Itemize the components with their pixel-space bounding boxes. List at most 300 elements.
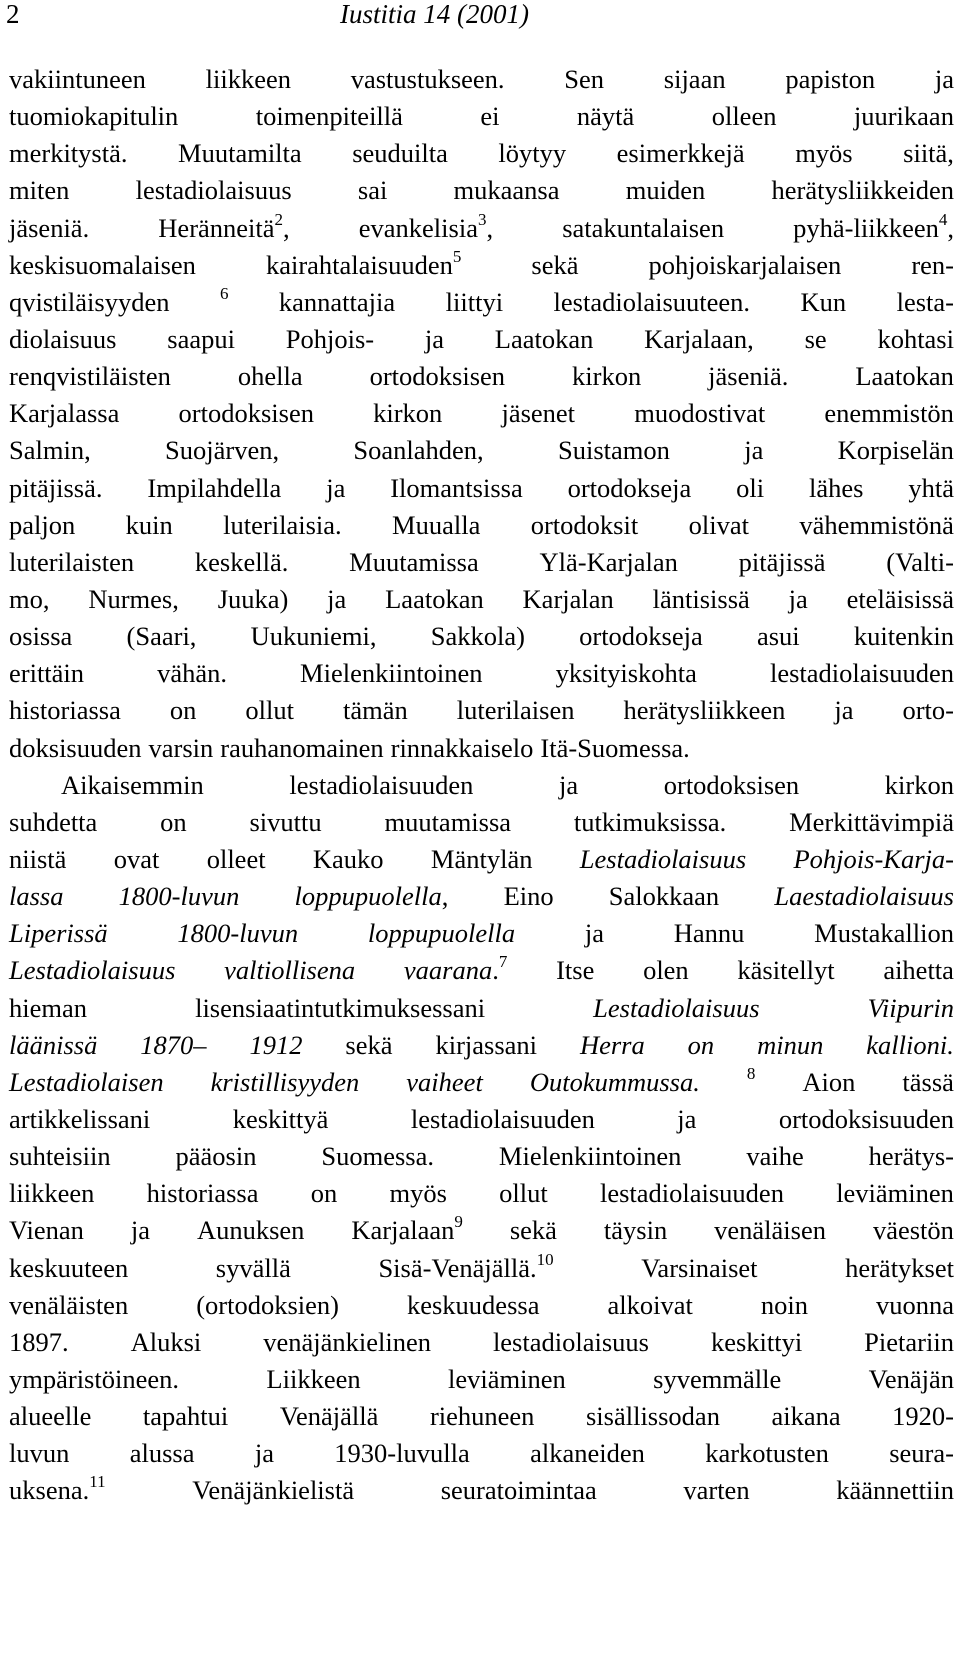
word: [504, 878, 554, 915]
text-fragment: lestadiolaisuuden: [769, 658, 954, 689]
text-fragment: aikana: [771, 1401, 841, 1432]
text-fragment: seuduilta: [352, 138, 448, 169]
word: [326, 470, 345, 507]
text-fragment: qvistiläisyyden: [9, 286, 170, 317]
word: [147, 470, 281, 507]
word: [795, 135, 852, 172]
text-line: [9, 952, 954, 989]
word: [457, 692, 575, 729]
footnote-marker: 10: [536, 1249, 554, 1269]
text-fragment: käsitellyt: [737, 955, 835, 986]
text-fragment: luterilaisen: [456, 695, 575, 726]
text-fragment: yksityiskohta: [555, 658, 697, 689]
word: [579, 618, 703, 655]
text-line: [9, 1027, 954, 1064]
text-fragment: ja: [130, 1215, 151, 1246]
word: [378, 1250, 553, 1287]
italic-text: Herra: [579, 1029, 645, 1060]
word: [195, 544, 288, 581]
text-fragment: Karjalassa: [9, 398, 120, 429]
word: [877, 321, 954, 358]
word: [406, 1064, 483, 1101]
text-fragment: venäläisen: [714, 1215, 826, 1246]
text-fragment: ren-: [911, 249, 954, 280]
text-fragment: Muualla: [392, 509, 481, 540]
text-fragment: osissa: [9, 621, 73, 652]
italic-text: Viipurin: [867, 992, 954, 1023]
text-fragment: lestadiolaisuuden: [410, 1103, 595, 1134]
word: [368, 915, 515, 952]
text-fragment: orto-: [902, 695, 954, 726]
text-fragment: on: [169, 695, 197, 726]
italic-text: Lestadiolaisen: [9, 1066, 164, 1097]
text-fragment: herätykset: [845, 1252, 954, 1283]
word: [510, 1212, 557, 1249]
text-fragment: yhtä: [908, 472, 954, 503]
word: [389, 1175, 446, 1212]
italic-text: vaarana: [403, 955, 493, 986]
word: [885, 767, 954, 804]
text-fragment: sijaan: [663, 64, 726, 94]
text-fragment: käännettiin: [836, 1475, 954, 1506]
text-line: [9, 432, 954, 469]
text-fragment: Liikkeen: [266, 1363, 361, 1394]
text-fragment: sivuttu: [249, 806, 322, 837]
text-fragment: ja: [677, 1103, 697, 1134]
journal-title: Iustitia 14 (2001): [340, 0, 529, 29]
word: [523, 581, 614, 618]
word: [779, 1101, 954, 1138]
text-fragment: Sisä-Venäjällä.: [378, 1252, 537, 1283]
italic-text: läänissä: [9, 1029, 98, 1060]
text-line: [9, 1250, 954, 1287]
word: [313, 841, 384, 878]
word: [358, 172, 387, 209]
word: [218, 581, 289, 618]
text-fragment: enemmistön: [824, 398, 954, 429]
word: [311, 1175, 338, 1212]
text-fragment: Uukuniemi,: [250, 621, 377, 652]
word: [688, 1027, 715, 1064]
word: [580, 1027, 645, 1064]
word: [708, 358, 788, 395]
word: [805, 321, 827, 358]
word: [480, 98, 499, 135]
text-fragment: vuonna: [875, 1289, 954, 1320]
word: [572, 358, 641, 395]
word: [908, 470, 954, 507]
text-fragment: kirkon: [572, 361, 642, 392]
word: [577, 98, 634, 135]
text-fragment: luterilaisia.: [223, 509, 342, 540]
text-fragment: kuitenkin: [853, 621, 954, 652]
word: [351, 61, 505, 98]
word: [266, 1361, 360, 1398]
text-fragment: paljon: [9, 509, 76, 540]
word: [634, 395, 765, 432]
text-fragment: ja: [788, 583, 808, 614]
text-fragment: vaihe: [746, 1141, 804, 1172]
word: [9, 1138, 111, 1175]
italic-text: Lestadiolaisuus: [9, 955, 176, 986]
word: [140, 1027, 206, 1064]
word: [876, 1287, 954, 1324]
word: [289, 767, 473, 804]
word: [585, 915, 604, 952]
word: [559, 767, 578, 804]
text-fragment: niistä: [9, 843, 67, 874]
text-fragment: mo,: [9, 583, 50, 614]
word: [739, 544, 826, 581]
text-line: [9, 284, 954, 321]
text-fragment: keskittyä: [232, 1103, 329, 1134]
word: [531, 247, 578, 284]
word: [648, 247, 841, 284]
word: [664, 61, 726, 98]
text-fragment: pitäjissä.: [9, 472, 103, 503]
word: [9, 284, 169, 321]
word: [149, 730, 214, 767]
text-fragment: tapahtui: [142, 1401, 229, 1432]
text-fragment: asui: [756, 621, 800, 652]
text-fragment: merkitystä.: [9, 138, 128, 169]
text-fragment: ortodokseja: [579, 621, 703, 652]
word: [711, 1324, 802, 1361]
word: [556, 952, 594, 989]
word: [785, 61, 875, 98]
text-fragment: herätys-: [868, 1141, 954, 1172]
word: [404, 952, 507, 989]
text-fragment: juurikaan: [853, 101, 954, 132]
word: [593, 990, 759, 1027]
text-fragment: seura-: [889, 1438, 954, 1469]
word: [9, 1435, 69, 1472]
text-fragment: myös: [389, 1178, 447, 1209]
word: [737, 952, 834, 989]
footnote-marker: 5: [452, 246, 462, 266]
text-line: [9, 915, 954, 952]
text-fragment: ja: [584, 918, 604, 949]
footnote-marker: 6: [219, 283, 229, 303]
text-fragment: liikkeen: [205, 64, 291, 94]
word: [873, 1212, 954, 1249]
word: [9, 878, 64, 915]
text-fragment: ortodoksisuuden: [778, 1103, 954, 1134]
text-line: [9, 1175, 954, 1212]
text-fragment: Karjalaan,: [644, 323, 754, 354]
word: [196, 1287, 339, 1324]
word: [249, 804, 321, 841]
text-fragment: Suistamon: [558, 435, 670, 466]
word: [540, 730, 689, 767]
text-fragment: jäseniä.: [708, 361, 789, 392]
word: [499, 1175, 548, 1212]
word: [864, 1324, 954, 1361]
text-line: [9, 1064, 954, 1101]
text-fragment: Suomessa.: [321, 1141, 434, 1172]
text-fragment: Laatokan: [855, 361, 954, 392]
text-fragment: .: [492, 955, 499, 986]
text-fragment: artikkelissani: [9, 1103, 151, 1134]
text-fragment: kirjassani: [435, 1029, 538, 1060]
word: [664, 767, 799, 804]
word: [61, 767, 204, 804]
word: [757, 1027, 823, 1064]
text-line: [9, 767, 954, 804]
word: [9, 1175, 94, 1212]
text-fragment: Muutamissa: [349, 546, 479, 577]
text-line: [9, 1361, 954, 1398]
word: [501, 395, 575, 432]
footnote-marker: 11: [89, 1472, 106, 1492]
italic-text: lassa: [9, 881, 64, 912]
word: [9, 210, 89, 247]
text-line: [9, 470, 954, 507]
word: [747, 1064, 756, 1101]
text-fragment: ja: [559, 769, 579, 800]
text-fragment: miten: [9, 175, 70, 206]
text-fragment: täysin: [603, 1215, 668, 1246]
word: [88, 581, 179, 618]
italic-text: kallioni.: [866, 1029, 954, 1060]
text-fragment: noin: [760, 1289, 808, 1320]
text-fragment: tutkimuksissa.: [573, 806, 727, 837]
italic-text: on: [687, 1029, 715, 1060]
text-fragment: ja: [424, 323, 445, 354]
text-fragment: Impilahdella: [147, 472, 282, 503]
word: [9, 432, 91, 469]
word: [845, 1250, 954, 1287]
text-fragment: mukaansa: [453, 175, 560, 206]
text-line: [9, 210, 954, 247]
word: [495, 321, 594, 358]
word: [9, 1212, 84, 1249]
text-fragment: Juuka): [217, 583, 289, 614]
text-fragment: ovat: [113, 843, 160, 874]
text-line: [9, 1398, 954, 1435]
word: [530, 1435, 645, 1472]
word: [9, 841, 66, 878]
text-fragment: sai: [357, 175, 388, 206]
word: [9, 655, 84, 692]
text-fragment: Aluksi: [130, 1326, 202, 1357]
italic-text: 1800-luvun: [177, 918, 299, 949]
text-fragment: muutamissa: [384, 806, 512, 837]
text-fragment: Mielenkiintoinen: [300, 658, 483, 689]
text-fragment: myös: [795, 138, 853, 169]
footnote-marker: 8: [746, 1063, 756, 1083]
text-line: [9, 544, 954, 581]
text-fragment: herätysliikkeen: [623, 695, 786, 726]
word: [801, 284, 847, 321]
footnote-marker: 4: [938, 209, 948, 229]
text-fragment: lestadiolaisuus: [135, 175, 292, 206]
word: [179, 395, 314, 432]
word: [643, 952, 689, 989]
text-fragment: historiassa: [9, 695, 121, 726]
text-fragment: ,: [441, 881, 449, 912]
word: [353, 432, 483, 469]
word: [531, 507, 638, 544]
text-fragment: karkotusten: [705, 1438, 829, 1469]
word: [869, 1361, 954, 1398]
word: [653, 1361, 781, 1398]
text-fragment: ortodoksisen: [178, 398, 314, 429]
italic-text: 1912: [249, 1029, 303, 1060]
text-fragment: luvun: [9, 1438, 70, 1469]
text-fragment: satakuntalaisen: [562, 212, 725, 243]
word: [407, 1287, 539, 1324]
word: [9, 618, 72, 655]
text-fragment: kannattajia: [278, 286, 396, 317]
word: [441, 1472, 597, 1509]
text-fragment: ortodoksisen: [369, 361, 506, 392]
text-fragment: tässä: [902, 1066, 954, 1097]
word: [256, 98, 403, 135]
word: [390, 470, 523, 507]
text-fragment: olen: [643, 955, 689, 986]
word: [446, 284, 503, 321]
word: [147, 1175, 259, 1212]
word: [165, 432, 279, 469]
text-fragment: ja: [744, 435, 764, 466]
text-fragment: alussa: [129, 1438, 195, 1469]
text-line: [9, 692, 954, 729]
word: [604, 1212, 667, 1249]
word: [9, 1064, 164, 1101]
text-fragment: eteläisissä: [846, 583, 954, 614]
italic-text: kristillisyyden: [210, 1066, 360, 1097]
text-fragment: Soanlahden,: [353, 435, 484, 466]
text-fragment: Eino: [503, 881, 554, 912]
text-fragment: Laatokan: [385, 583, 484, 614]
text-fragment: lisensiaatintutkimuksessani: [195, 992, 486, 1023]
text-line: [9, 581, 954, 618]
text-fragment: lestadiolaisuus: [492, 1326, 649, 1357]
word: [136, 172, 292, 209]
word: [431, 841, 533, 878]
italic-text: Outokummussa.: [529, 1066, 700, 1097]
word: [9, 692, 121, 729]
word: [644, 321, 754, 358]
word: [157, 655, 227, 692]
word: [683, 1472, 749, 1509]
text-fragment: seuratoimintaa: [440, 1475, 597, 1506]
word: [349, 544, 479, 581]
word: [623, 692, 785, 729]
text-fragment: 1920-: [892, 1401, 954, 1432]
text-fragment: kuin: [125, 509, 173, 540]
word: [391, 730, 534, 767]
word: [192, 1472, 354, 1509]
word: [562, 210, 724, 247]
word: [160, 804, 187, 841]
word: [499, 1138, 682, 1175]
text-fragment: venäjänkielinen: [263, 1326, 431, 1357]
text-fragment: erittäin: [9, 658, 85, 689]
text-fragment: keskisuomalaisen: [9, 249, 196, 280]
footnote-marker: 3: [477, 209, 487, 229]
word: [789, 804, 954, 841]
text-fragment: uksena.: [9, 1475, 90, 1506]
word: [195, 990, 485, 1027]
text-fragment: leviäminen: [448, 1363, 566, 1394]
word: [130, 1435, 195, 1472]
word: [143, 1398, 228, 1435]
word: [9, 358, 171, 395]
word: [131, 1324, 202, 1361]
italic-text: valtiollisena: [224, 955, 356, 986]
text-fragment: (ortodoksien): [196, 1289, 339, 1320]
word: [249, 1027, 302, 1064]
word: [609, 878, 719, 915]
word: [9, 1398, 91, 1435]
word: [838, 432, 954, 469]
text-fragment: ja: [326, 472, 346, 503]
text-fragment: keskittyi: [710, 1326, 803, 1357]
italic-text: minun: [757, 1029, 824, 1060]
text-fragment: aihetta: [883, 955, 954, 986]
word: [9, 730, 142, 767]
word: [770, 655, 954, 692]
text-fragment: ,: [947, 212, 954, 243]
word: [411, 1101, 595, 1138]
word: [903, 135, 954, 172]
text-fragment: Mäntylän: [430, 843, 533, 874]
word: [554, 284, 751, 321]
word: [866, 1027, 954, 1064]
word: [556, 655, 697, 692]
text-fragment: 1930-luvulla: [334, 1438, 470, 1469]
word: [373, 395, 442, 432]
word: [9, 1250, 128, 1287]
text-fragment: keskuuteen: [9, 1252, 129, 1283]
text-line: [9, 730, 954, 767]
text-fragment: syvällä: [215, 1252, 291, 1283]
text-line: [9, 990, 954, 1027]
word: [9, 990, 87, 1027]
word: [9, 581, 50, 618]
word: [300, 655, 483, 692]
word: [176, 1138, 257, 1175]
text-fragment: Pietariin: [864, 1326, 954, 1357]
word: [564, 61, 604, 98]
text-fragment: ja: [934, 64, 954, 94]
word: [177, 915, 298, 952]
text-fragment: Mustakallion: [814, 918, 954, 949]
word: [352, 135, 448, 172]
word: [626, 172, 706, 209]
text-fragment: ortodoksisen: [663, 769, 800, 800]
word: [568, 470, 692, 507]
italic-text: loppupuolella: [294, 881, 442, 912]
word: [9, 470, 102, 507]
footnote-marker: 7: [498, 952, 508, 972]
word: [220, 730, 383, 767]
text-fragment: vähän.: [157, 658, 227, 689]
text-line: [9, 247, 954, 284]
word: [9, 1324, 69, 1361]
word: [9, 1027, 97, 1064]
text-fragment: väestön: [872, 1215, 954, 1246]
word: [197, 1212, 304, 1249]
text-line: [9, 655, 954, 692]
text-fragment: venäläisten: [9, 1289, 129, 1320]
text-fragment: kirkon: [884, 769, 954, 800]
word: [600, 1175, 784, 1212]
word: [897, 284, 954, 321]
word: [9, 135, 128, 172]
